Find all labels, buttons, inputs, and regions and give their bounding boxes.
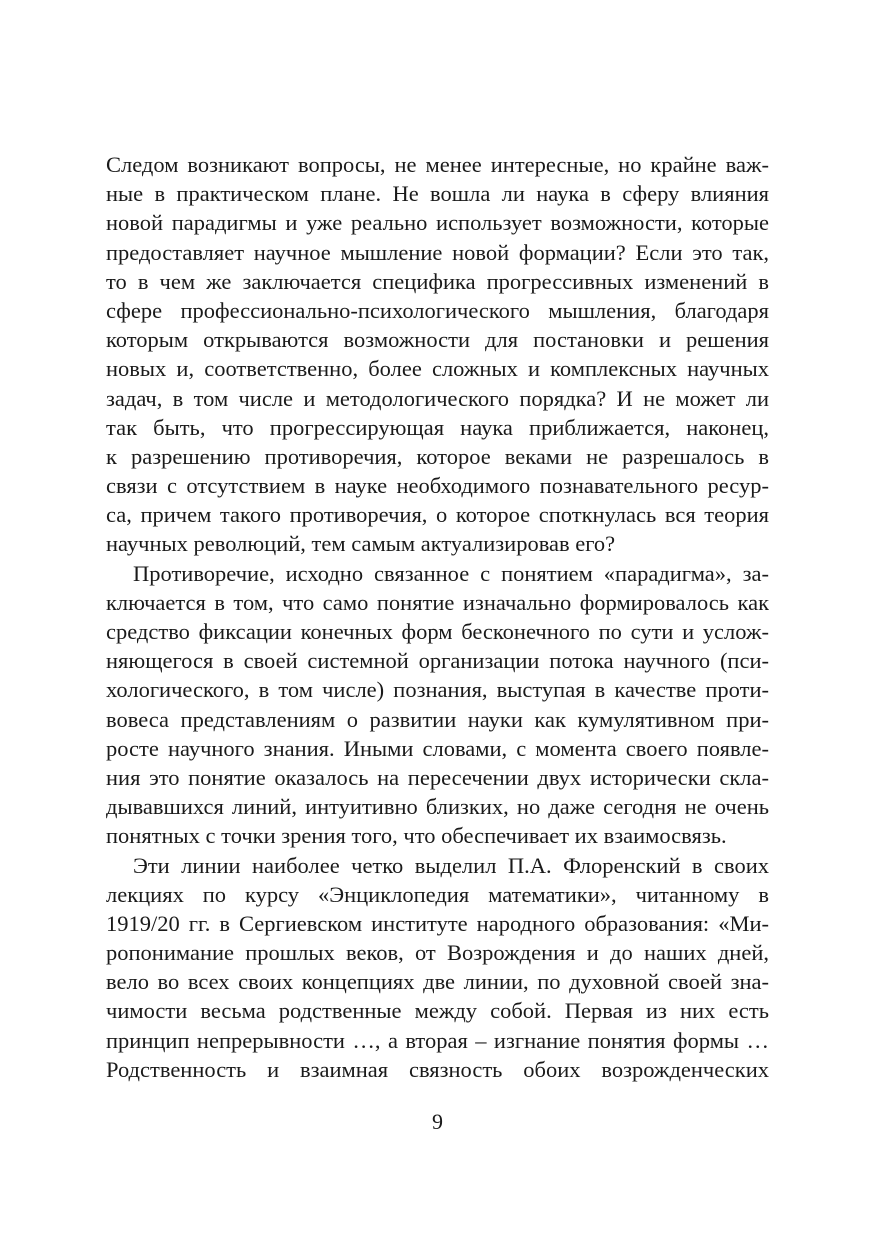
text-line: принцип непрерывности …, а вторая – изгнание понятия формы … — [106, 1027, 769, 1053]
text-line: лекциях по курсу «Энциклопедия математики», читанному в — [106, 881, 769, 907]
text-line: Противоречие, исходно связанное с понятием «парадигма», за- — [133, 560, 769, 586]
text-line: ные в практическом плане. Не вошла ли наука в сферу влияния — [106, 181, 769, 207]
text-line: новых и, соответственно, более сложных и комплексных научных — [106, 356, 769, 382]
text-line: Эти линии наиболее четко выделил П.А. Флоренский в своих — [133, 852, 769, 878]
text-line: ропонимание прошлых веков, от Возрождения и до наших дней, — [106, 940, 769, 966]
text-line: вело во всех своих концепциях две линии, по духовной своей зна- — [106, 969, 769, 995]
text-line: ключается в том, что само понятие изначально формировалось как — [106, 589, 769, 615]
page-number: 9 — [432, 1109, 443, 1134]
text-line: задач, в том числе и методологического порядка? И не может ли — [106, 385, 769, 411]
text-line: дывавшихся линий, интуитивно близких, но даже сегодня не очень — [106, 794, 769, 820]
text-line: вовеса представлениям о развитии науки как кумулятивном при- — [106, 706, 769, 732]
text-line: сфере профессионально-психологического мышления, благодаря — [106, 297, 769, 323]
text-line: 1919/20 гг. в Сергиевском институте народного образования: «Ми- — [106, 910, 769, 936]
text-line: связи с отсутствием в науке необходимого познавательного ресур- — [106, 473, 769, 499]
text-line: новой парадигмы и уже реально использует возможности, которые — [106, 210, 769, 236]
text-line: так быть, что прогрессирующая наука приближается, наконец, — [106, 414, 769, 440]
text-line: средство фиксации конечных форм бесконечного по сути и услож- — [106, 619, 769, 644]
text-line: росте научного знания. Иными словами, с момента своего появле- — [106, 735, 769, 761]
text-line: то в чем же заключается специфика прогрессивных изменений в — [106, 268, 769, 294]
text-line: которым открываются возможности для постановки и решения — [106, 327, 769, 353]
text-line: хологического, в том числе) познания, выступая в качестве проти- — [106, 677, 769, 703]
paragraph-1 — [106, 150, 769, 559]
text-line: са, причем такого противоречия, о которое споткнулась вся теория — [106, 502, 769, 528]
paragraph-3 — [106, 851, 769, 1085]
text-line: к разрешению противоречия, которое веками не разрешалось в — [106, 443, 769, 469]
body-text — [106, 150, 769, 1084]
text-line: Родственность и взаимная связность обоих возрожденческих — [106, 1056, 769, 1082]
text-line: предоставляет научное мышление новой формации? Если это так, — [106, 239, 769, 265]
text-line: Следом возникают вопросы, не менее интересные, но крайне важ- — [106, 152, 769, 177]
text-line: научных революций, тем самым актуализировав его? — [106, 531, 616, 557]
paragraph-2 — [106, 559, 769, 851]
text-line: чимости весьма родственные между собой. Первая из них есть — [106, 998, 769, 1024]
text-line: понятных с точки зрения того, что обеспечивает их взаимосвязь. — [106, 823, 727, 849]
text-line: ния это понятие оказалось на пересечении двух исторически скла- — [106, 764, 769, 790]
text-line: няющегося в своей системной организации потока научного (пси- — [106, 648, 769, 674]
